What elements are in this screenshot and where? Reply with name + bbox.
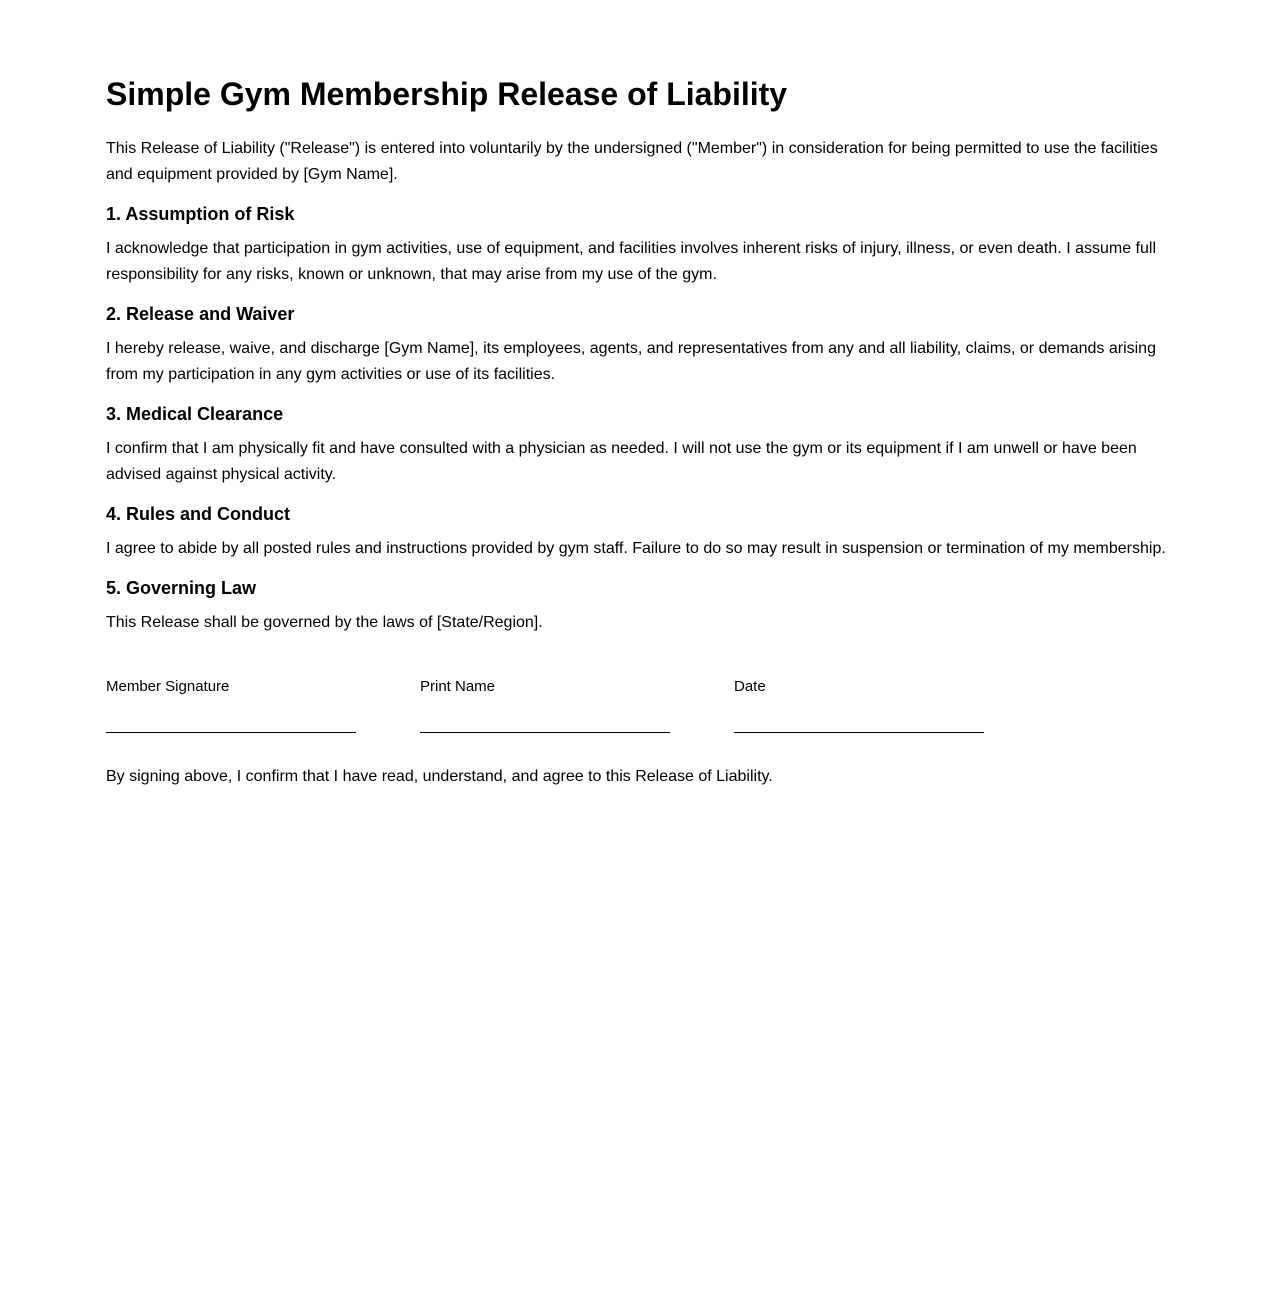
signature-field-date[interactable] bbox=[734, 678, 984, 733]
section-body-rules-and-conduct: I agree to abide by all posted rules and instructions provided by gym staff. Failure to do so may result in suspension or termination of my membership. bbox=[106, 540, 1166, 557]
signature-field-member-signature[interactable] bbox=[106, 678, 356, 733]
section-heading-assumption-of-risk: 1. Assumption of Risk bbox=[106, 204, 295, 224]
print-name-label: Print Name bbox=[420, 678, 496, 695]
intro-paragraph: This Release of Liability ("Release") is entered into voluntarily by the undersigned ("Member") in consideration for being permitted to use the facilities and equipment provided by [Gym Name]. bbox=[106, 140, 1158, 183]
document bbox=[106, 76, 1176, 790]
section-body-medical-clearance: I confirm that I am physically fit and have consulted with a physician as needed. I will not use the gym or its equipment if I am unwell or have been advised against physical activity. bbox=[106, 440, 1137, 483]
date-label: Date bbox=[734, 678, 766, 695]
section-body-governing-law: This Release shall be governed by the laws of [State/Region]. bbox=[106, 614, 543, 631]
section-heading-rules-and-conduct: 4. Rules and Conduct bbox=[106, 504, 291, 524]
date-line[interactable] bbox=[734, 732, 984, 733]
closing-statement: By signing above, I confirm that I have read, understand, and agree to this Release of Liability. bbox=[106, 768, 773, 785]
document-title: Simple Gym Membership Release of Liability bbox=[106, 76, 788, 112]
section-body-assumption-of-risk: I acknowledge that participation in gym activities, use of equipment, and facilities involves inherent risks of injury, illness, or even death. I assume full responsibility for any risks, known or unknown, that may arise from my use of the gym. bbox=[106, 240, 1157, 283]
signature-block bbox=[106, 678, 1176, 733]
section-heading-medical-clearance: 3. Medical Clearance bbox=[106, 404, 284, 424]
signature-label: Member Signature bbox=[106, 678, 230, 695]
signature-line[interactable] bbox=[106, 732, 356, 733]
section-heading-release-and-waiver: 2. Release and Waiver bbox=[106, 304, 295, 324]
print-name-line[interactable] bbox=[420, 732, 670, 733]
section-body-release-and-waiver: I hereby release, waive, and discharge [Gym Name], its employees, agents, and representatives from any and all liability, claims, or demands arising from my participation in any gym activities or use of its facilities. bbox=[106, 340, 1156, 383]
section-heading-governing-law: 5. Governing Law bbox=[106, 578, 257, 598]
signature-field-print-name[interactable] bbox=[420, 678, 670, 733]
